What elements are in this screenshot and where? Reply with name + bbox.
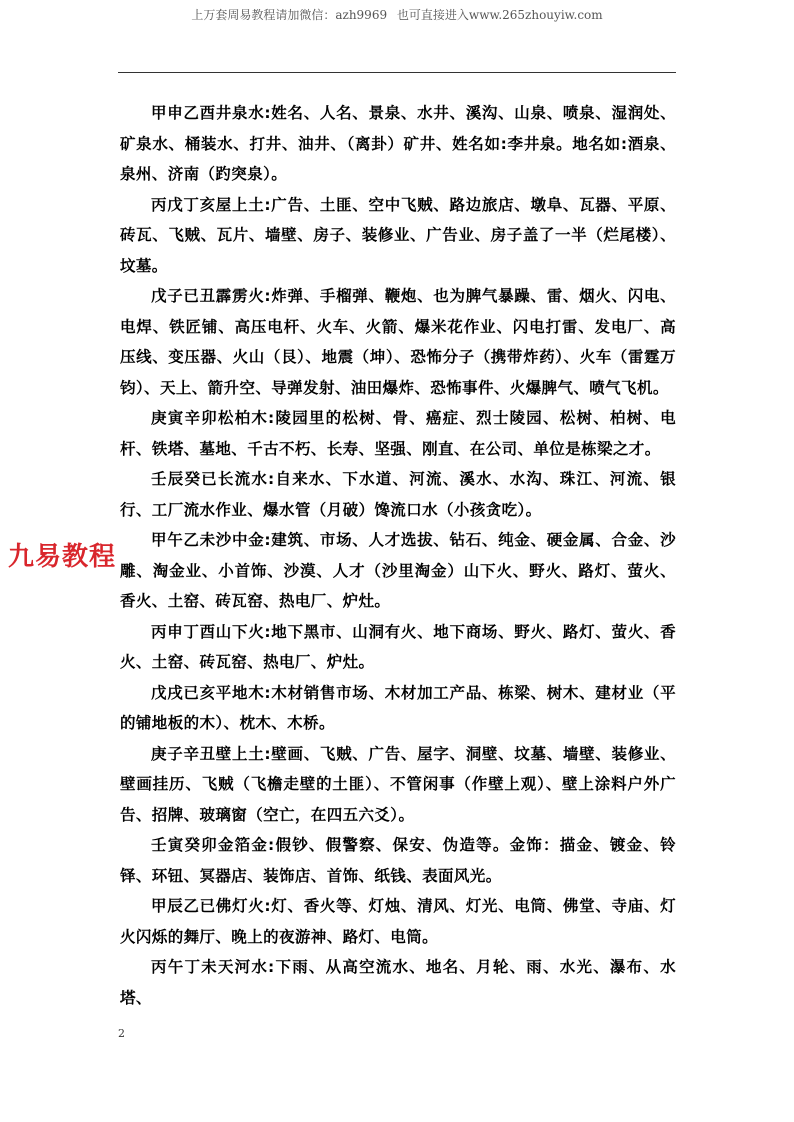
paragraph-jiashen-yiyou: 甲申乙酉井泉水:姓名、人名、景泉、水井、溪沟、山泉、喷泉、湿润处、矿泉水、桶装水、打井、油井、（离卦）矿井、姓名如:李井泉。地名如:酒泉、泉州、济南（趵突泉）。 [120, 104, 676, 183]
page-number: 2 [118, 1027, 125, 1040]
paragraph-wuxu-jihai: 戊戌已亥平地木:木材销售市场、木材加工产品、栋梁、树木、建材业（平的铺地板的木）、枕木、木桥。 [120, 683, 676, 732]
header-divider [118, 72, 676, 73]
paragraph-bingwu-dingwei: 丙午丁未天河水:下雨、从高空流水、地名、月轮、雨、水光、瀑布、水塔、 [120, 958, 676, 1007]
paragraph-jiachen-yisi: 甲辰乙已佛灯火:灯、香火等、灯烛、清风、灯光、电筒、佛堂、寺庙、灯火闪烁的舞厅、晚上的夜游神、路灯、电筒。 [120, 897, 676, 946]
paragraph-wuzi-jichou: 戊子已丑霹雳火:炸弹、手榴弹、鞭炮、也为脾气暴躁、雷、烟火、闪电、电焊、铁匠铺、高压电杆、火车、火箭、爆米花作业、闪电打雷、发电厂、高压线、变压器、火山（艮）、地震（坤）、恐怖分子（携带炸药）、火车（雷霆万钧）、天上、箭升空、导弹发射、油田爆炸、恐怖事件、火爆脾气、喷气飞机。 [120, 287, 676, 397]
paragraph-renyin-guimao: 壬寅癸卯金箔金:假钞、假警察、保安、伪造等。金饰：描金、镀金、铃铎、环钮、冥器店、装饰店、首饰、纸钱、表面风光。 [120, 836, 676, 885]
header-website-text: 也可直接进入www.265zhouyiw.com [396, 8, 603, 22]
paragraph-bingxu-dinghai: 丙戊丁亥屋上土:广告、土匪、空中飞贼、路边旅店、墩阜、瓦器、平原、砖瓦、飞贼、瓦片、墙壁、房子、装修业、广告业、房子盖了一半（烂尾楼）、坟墓。 [120, 195, 676, 275]
paragraph-bingshen-dingyou: 丙申丁酉山下火:地下黑市、山洞有火、地下商场、野火、路灯、萤火、香火、土窑、砖瓦窑、热电厂、炉灶。 [120, 622, 676, 671]
paragraph-gengyin-xinmao: 庚寅辛卯松柏木:陵园里的松树、骨、癌症、烈士陵园、松树、柏树、电杆、铁塔、墓地、千古不朽、长寿、坚强、刚直、在公司、单位是栋梁之才。 [120, 409, 676, 458]
document-body [120, 98, 676, 1013]
paragraph-jiawu-yiwei: 甲午乙未沙中金:建筑、市场、人才选拔、钻石、纯金、硬金属、合金、沙雕、淘金业、小首饰、沙漠、人才（沙里淘金）山下火、野火、路灯、萤火、香火、土窑、砖瓦窑、热电厂、炉灶。 [120, 531, 676, 610]
header-wechat-text: 上万套周易教程请加微信：azh9969 [191, 8, 388, 22]
paragraph-gengzi-xinchou: 庚子辛丑壁上土:壁画、飞贼、广告、屋字、洞壁、坟墓、墙壁、装修业、壁画挂历、飞贼（飞檐走壁的土匪）、不管闲事（作壁上观）、壁上涂料户外广告、招牌、玻璃窗（空亡，在四五六爻）。 [120, 744, 676, 824]
page-header [0, 6, 794, 23]
paragraph-renchen-guisi: 壬辰癸已长流水:自来水、下水道、河流、溪水、水沟、珠江、河流、银行、工厂流水作业、爆水管（月破）馋流口水（小孩贪吃）。 [120, 470, 676, 519]
watermark-logo: 九易教程 [8, 542, 117, 572]
